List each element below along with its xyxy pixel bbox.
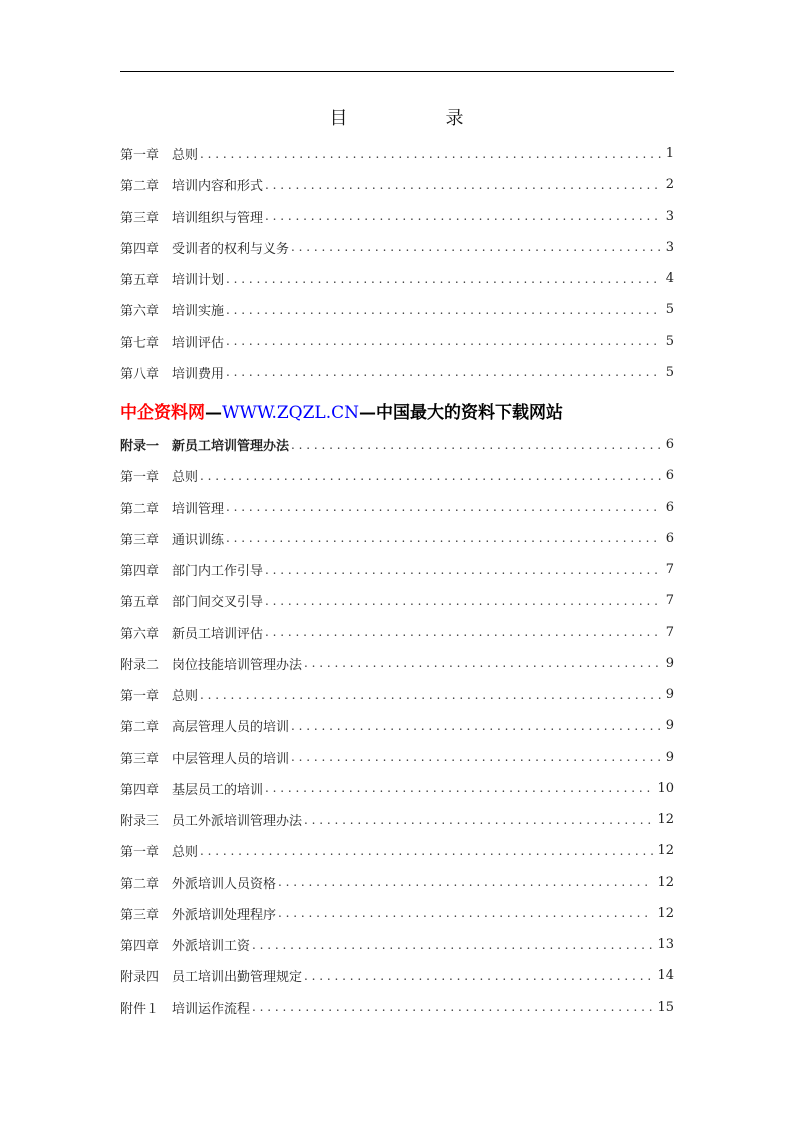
toc-entry[interactable]: [120, 742, 674, 773]
toc-leader-dots: [278, 875, 653, 889]
toc-entry-page: 14: [657, 968, 674, 984]
toc-entry-page: 3: [665, 239, 674, 255]
toc-entry-page: 7: [665, 562, 674, 578]
toc-entry-page: 7: [665, 624, 674, 640]
toc-leader-dots: [291, 750, 662, 764]
toc-entry[interactable]: [120, 585, 674, 616]
toc-part-2: [120, 429, 674, 1023]
toc-entry-page: 15: [657, 999, 674, 1015]
toc-entry-label: 第四章 外派培训工资: [120, 939, 251, 955]
toc-leader-dots: [304, 656, 662, 670]
toc-title: 目 录: [329, 108, 504, 129]
toc-entry-label: 第八章 培训费用: [120, 366, 225, 382]
toc-leader-dots: [278, 906, 653, 920]
toc-entry[interactable]: [120, 357, 674, 388]
toc-entry-page: 12: [657, 874, 674, 890]
toc-entry[interactable]: [120, 523, 674, 554]
toc-entry[interactable]: [120, 992, 674, 1023]
toc-entry-label: 第一章 总则: [120, 845, 199, 861]
toc-entry-label: 第二章 高层管理人员的培训: [120, 720, 290, 736]
toc-entry-page: 4: [665, 271, 674, 287]
toc-entry[interactable]: [120, 326, 674, 357]
toc-entry[interactable]: [120, 232, 674, 263]
toc-entry-label: 第四章 部门内工作引导: [120, 564, 264, 580]
toc-entry-page: 12: [657, 843, 674, 859]
toc-entry-label: 第六章 新员工培训评估: [120, 626, 264, 642]
toc-entry-label: 第二章 培训管理: [120, 501, 225, 517]
toc-entry[interactable]: [120, 169, 674, 200]
toc-leader-dots: [226, 500, 662, 514]
toc-entry-label: 第五章 培训计划: [120, 273, 225, 289]
toc-leader-dots: [226, 303, 662, 317]
toc-entry[interactable]: [120, 679, 674, 710]
toc-leader-dots: [265, 209, 662, 223]
toc-entry-page: 6: [665, 437, 674, 453]
toc-leader-dots: [265, 594, 662, 608]
toc-entry[interactable]: [120, 460, 674, 491]
banner-url[interactable]: WWW.ZQZL.CN: [222, 403, 359, 423]
toc-leader-dots: [265, 178, 662, 192]
toc-leader-dots: [200, 147, 662, 161]
toc-entry[interactable]: [120, 429, 674, 460]
toc-entry-page: 6: [665, 530, 674, 546]
toc-entry-page: 13: [657, 937, 674, 953]
toc-entry-label: 第一章 总则: [120, 148, 199, 164]
toc-entry[interactable]: [120, 710, 674, 741]
toc-entry-page: 6: [665, 468, 674, 484]
toc-entry-page: 10: [657, 780, 674, 796]
toc-entry-label: 第二章 外派培训人员资格: [120, 876, 277, 892]
toc-entry-page: 9: [665, 718, 674, 734]
toc-leader-dots: [226, 531, 662, 545]
toc-leader-dots: [304, 969, 653, 983]
banner-site-name: 中企资料网: [120, 403, 205, 423]
toc-entry-label: 第七章 培训评估: [120, 335, 225, 351]
toc-entry-label: 第四章 受训者的权利与义务: [120, 241, 290, 257]
toc-entry-page: 3: [665, 208, 674, 224]
toc-entry-page: 2: [665, 177, 674, 193]
toc-entry[interactable]: [120, 867, 674, 898]
toc-entry[interactable]: [120, 138, 674, 169]
toc-entry-label: 第六章 培训实施: [120, 304, 225, 320]
toc-entry-label: 第四章 基层员工的培训: [120, 782, 264, 798]
toc-leader-dots: [200, 844, 653, 858]
toc-leader-dots: [226, 334, 662, 348]
toc-entry-label: 附件１ 培训运作流程: [120, 1001, 251, 1017]
toc-entry-label: 附录四 员工培训出勤管理规定: [120, 970, 303, 986]
toc-leader-dots: [265, 563, 662, 577]
toc-leader-dots: [291, 719, 662, 733]
toc-entry-page: 6: [665, 499, 674, 515]
toc-entry-label: 附录二 岗位技能培训管理办法: [120, 657, 303, 673]
header-rule: [120, 71, 674, 72]
toc-leader-dots: [265, 781, 653, 795]
toc-entry[interactable]: [120, 263, 674, 294]
toc-entry-label: 第三章 外派培训处理程序: [120, 907, 277, 923]
toc-leader-dots: [252, 938, 653, 952]
toc-entry[interactable]: [120, 835, 674, 866]
toc-leader-dots: [252, 1000, 653, 1014]
toc-entry[interactable]: [120, 960, 674, 991]
toc-part-1: [120, 138, 674, 388]
toc-entry[interactable]: [120, 554, 674, 585]
toc-entry-label: 第三章 通识训练: [120, 532, 225, 548]
toc-entry-page: 5: [665, 333, 674, 349]
toc-entry-label: 第一章 总则: [120, 470, 199, 486]
toc-entry[interactable]: [120, 294, 674, 325]
toc-entry-page: 9: [665, 749, 674, 765]
toc-entry-label: 附录三 员工外派培训管理办法: [120, 814, 303, 830]
toc-leader-dots: [226, 272, 662, 286]
toc-entry-page: 1: [665, 146, 674, 162]
toc-leader-dots: [304, 813, 653, 827]
toc-entry-label: 第三章 中层管理人员的培训: [120, 751, 290, 767]
toc-entry-label: 第三章 培训组织与管理: [120, 210, 264, 226]
toc-entry-page: 5: [665, 364, 674, 380]
toc-entry-label: 第五章 部门间交叉引导: [120, 595, 264, 611]
toc-entry-page: 9: [665, 655, 674, 671]
toc-entry[interactable]: [120, 648, 674, 679]
toc-entry[interactable]: [120, 492, 674, 523]
toc-entry-label: 附录一 新员工培训管理办法: [120, 439, 290, 455]
toc-entry-page: 9: [665, 687, 674, 703]
banner-slogan: 中国最大的资料下载网站: [376, 403, 563, 423]
toc-entry[interactable]: [120, 617, 674, 648]
toc-leader-dots: [200, 688, 662, 702]
toc-entry[interactable]: [120, 929, 674, 960]
site-banner[interactable]: [120, 398, 563, 423]
toc-entry[interactable]: [120, 804, 674, 835]
toc-entry-page: 12: [657, 812, 674, 828]
toc-entry-label: 第一章 总则: [120, 689, 199, 705]
toc-leader-dots: [291, 240, 662, 254]
toc-entry[interactable]: [120, 773, 674, 804]
toc-entry-page: 5: [665, 302, 674, 318]
toc-leader-dots: [265, 625, 662, 639]
toc-entry-page: 12: [657, 905, 674, 921]
toc-entry[interactable]: [120, 898, 674, 929]
banner-sep: —: [205, 403, 222, 423]
toc-entry-page: 7: [665, 593, 674, 609]
toc-leader-dots: [226, 365, 662, 379]
toc-entry[interactable]: [120, 201, 674, 232]
toc-entry-label: 第二章 培训内容和形式: [120, 179, 264, 195]
toc-leader-dots: [291, 438, 662, 452]
toc-leader-dots: [200, 469, 662, 483]
banner-sep: —: [359, 403, 376, 423]
